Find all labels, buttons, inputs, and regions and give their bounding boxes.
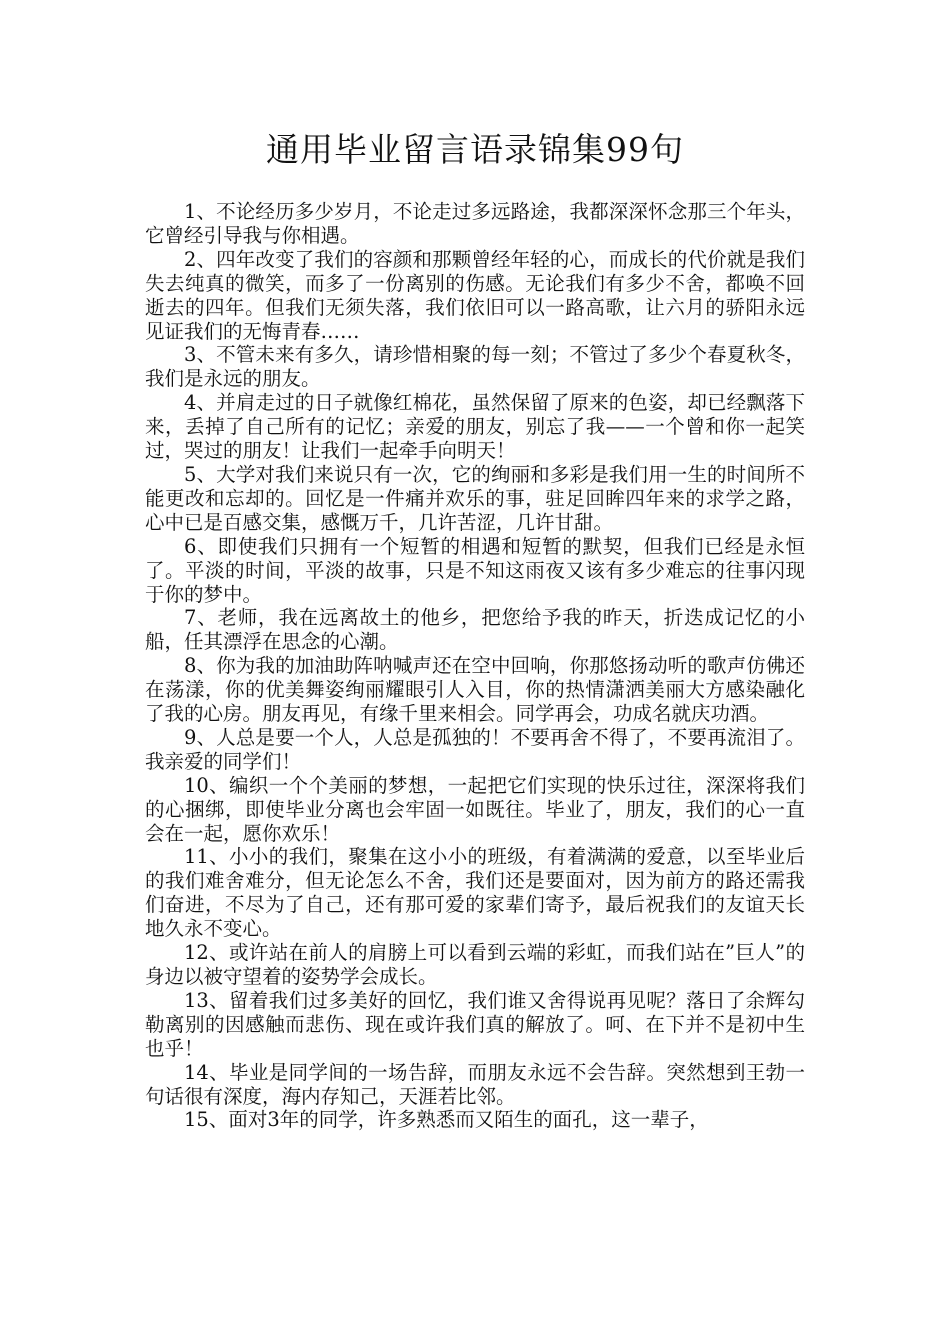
paragraph: 5、大学对我们来说只有一次，它的绚丽和多彩是我们用一生的时间所不能更改和忘却的。回忆是一件痛并欢乐的事，驻足回眸四年来的求学之路，心中已是百感交集，感慨万千，几许苦涩，几许甘甜。 — [145, 462, 805, 534]
document-body — [145, 200, 805, 1230]
paragraph: 11、小小的我们，聚集在这小小的班级，有着满满的爱意，以至毕业后的我们难舍难分，但无论怎么不舍，我们还是要面对，因为前方的路还需我们奋进，不尽为了自己，还有那可爱的家辈们寄予，最后祝我们的友谊天长地久永不变心。 — [145, 845, 805, 941]
paragraph: 14、毕业是同学间的一场告辞，而朋友永远不会告辞。突然想到王勃一句话很有深度，海内存知己，天涯若比邻。 — [145, 1060, 805, 1108]
paragraph: 8、你为我的加油助阵呐喊声还在空中回响，你那悠扬动听的歌声仿佛还在荡漾，你的优美舞姿绚丽耀眼引人入目，你的热情潇洒美丽大方感染融化了我的心房。朋友再见，有缘千里来相会。同学再会，功成名就庆功酒。 — [145, 654, 805, 726]
paragraph: 13、留着我们过多美好的回忆，我们谁又舍得说再见呢？落日了余辉勾勒离别的因感触而悲伤、现在或许我们真的解放了。呵、在下并不是初中生也乎！ — [145, 988, 805, 1060]
paragraph: 3、不管未来有多久，请珍惜相聚的每一刻；不管过了多少个春夏秋冬，我们是永远的朋友。 — [145, 343, 805, 391]
paragraph: 6、即使我们只拥有一个短暂的相遇和短暂的默契，但我们已经是永恒了。平淡的时间，平淡的故事，只是不知这雨夜又该有多少难忘的往事闪现于你的梦中。 — [145, 534, 805, 606]
paragraph: 12、或许站在前人的肩膀上可以看到云端的彩虹，而我们站在”巨人”的身边以被守望着的姿势学会成长。 — [145, 941, 805, 988]
document-title: 通用毕业留言语录锦集99句 — [266, 130, 684, 169]
paragraph: 7、老师，我在远离故土的他乡，把您给予我的昨天，折迭成记忆的小船，任其漂浮在思念的心潮。 — [145, 606, 805, 654]
paragraph: 9、人总是要一个人，人总是孤独的！不要再舍不得了，不要再流泪了。我亲爱的同学们！ — [145, 725, 805, 773]
paragraph: 2、四年改变了我们的容颜和那颗曾经年轻的心，而成长的代价就是我们失去纯真的微笑，而多了一份离别的伤感。无论我们有多少不舍，都唤不回逝去的四年。但我们无须失落，我们依旧可以一路高歌，让六月的骄阳永远见证我们的无悔青春…… — [145, 247, 805, 343]
paragraph: 4、并肩走过的日子就像红棉花，虽然保留了原来的色姿，却已经飘落下来，丢掉了自己所有的记忆；亲爱的朋友，别忘了我——一个曾和你一起笑过，哭过的朋友！让我们一起牵手向明天！ — [145, 391, 805, 463]
paragraph: 15、面对3年的同学，许多熟悉而又陌生的面孔，这一辈子， — [184, 1108, 709, 1132]
paragraph: 10、编织一个个美丽的梦想，一起把它们实现的快乐过往，深深将我们的心捆绑，即使毕业分离也会牢固一如既往。毕业了，朋友，我们的心一直会在一起，愿你欢乐！ — [145, 773, 805, 845]
paragraph: 1、不论经历多少岁月，不论走过多远路途，我都深深怀念那三个年头，它曾经引导我与你相遇。 — [145, 200, 805, 247]
